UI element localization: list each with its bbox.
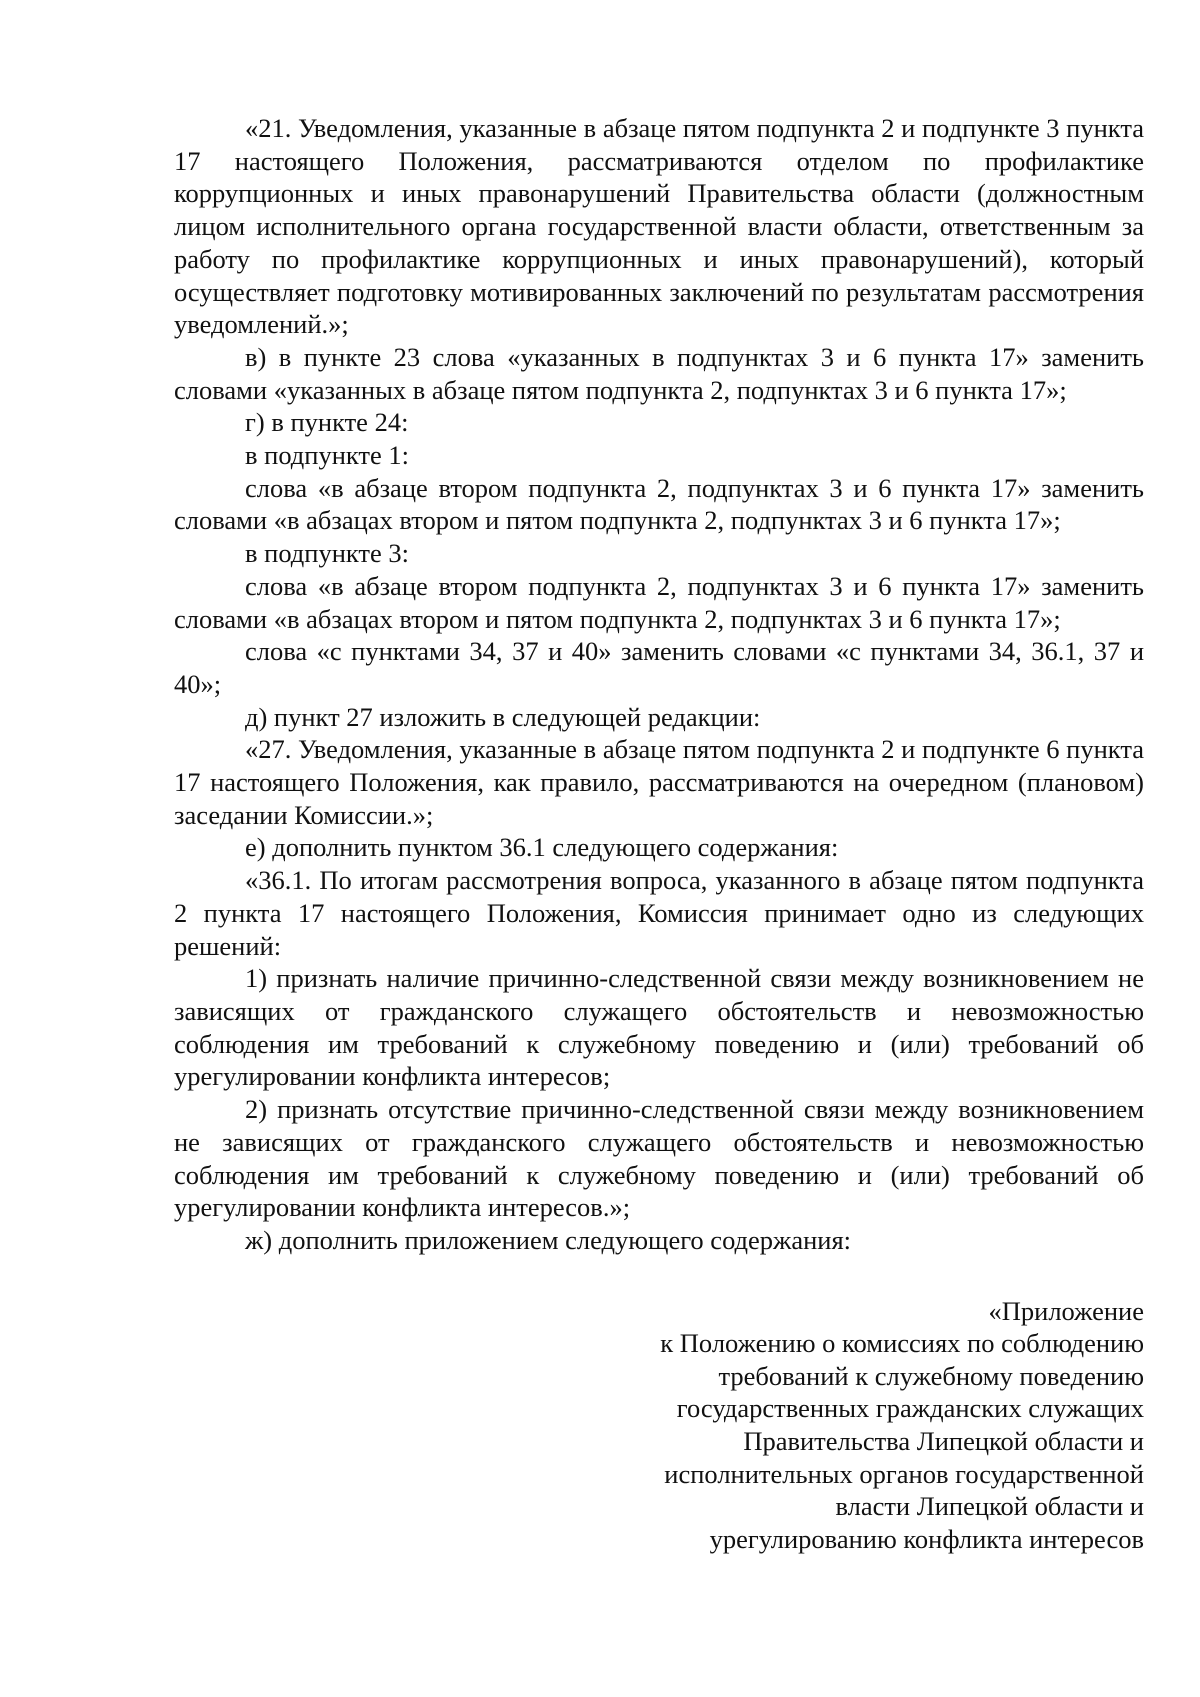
paragraph-words-1: слова «в абзаце втором подпункта 2, подпунктах 3 и 6 пункта 17» заменить словами «в абзацах втором и пятом подпункта 2, подпунктах 3 и 6 пункта 17»; — [174, 472, 1144, 536]
appendix-line: исполнительных органов государственной — [664, 1458, 1144, 1489]
appendix-line: требований к служебному поведению — [718, 1360, 1144, 1391]
appendix-line: урегулированию конфликта интересов — [709, 1523, 1144, 1554]
appendix-line: «Приложение — [988, 1295, 1144, 1326]
paragraph-subpoint-3: в подпункте 3: — [245, 538, 410, 569]
appendix-line: государственных гражданских служащих — [676, 1393, 1144, 1424]
paragraph-d: д) пункт 27 изложить в следующей редакции: — [245, 701, 761, 732]
paragraph-words-3: слова «с пунктами 34, 37 и 40» заменить словами «с пунктами 34, 36.1, 37 и 40»; — [174, 636, 1144, 699]
paragraph-zh: ж) дополнить приложением следующего содержания: — [245, 1224, 852, 1255]
paragraph-v: в) в пункте 23 слова «указанных в подпунктах 3 и 6 пункта 17» заменить словами «указанных в абзаце пятом подпункта 2, подпунктах 3 и 6 пункта 17»; — [174, 341, 1144, 405]
appendix-heading — [174, 1295, 1144, 1556]
appendix-line: власти Липецкой области и — [835, 1491, 1144, 1522]
paragraph-27: «27. Уведомления, указанные в абзаце пятом подпункта 2 и подпункте 6 пункта 17 настоящего Положения, как правило, рассматриваются на очередном (плановом) заседании Комиссии.»; — [174, 734, 1144, 830]
appendix-line: к Положению о комиссиях по соблюдению — [660, 1328, 1144, 1359]
paragraph-g: г) в пункте 24: — [245, 407, 409, 438]
paragraph-decision-2: 2) признать отсутствие причинно-следственной связи между возникновением не зависящих от гражданского служащего обстоятельств и невозможностью соблюдения им требований к служебному поведению и (или) требований об урегулировании конфликта интересов.»; — [174, 1094, 1144, 1223]
paragraph-21: «21. Уведомления, указанные в абзаце пятом подпункта 2 и подпункте 3 пункта 17 настоящего Положения, рассматриваются отделом по профилактике коррупционных и иных правонарушений Правительства области (должностным лицом исполнительного органа государственной власти области, ответственным за работу по профилактике коррупционных и иных правонарушений), который осуществляет подготовку мотивированных заключений по результатам рассмотрения уведомлений.»; — [174, 113, 1144, 340]
paragraph-subpoint-1: в подпункте 1: — [245, 440, 410, 471]
appendix-line: Правительства Липецкой области и — [743, 1425, 1144, 1456]
paragraph-decision-1: 1) признать наличие причинно-следственной связи между возникновением не зависящих от гражданского служащего обстоятельств и невозможностью соблюдения им требований к служебному поведению и (или) требований об урегулировании конфликта интересов; — [174, 963, 1144, 1092]
paragraph-36-1: «36.1. По итогам рассмотрения вопроса, указанного в абзаце пятом подпункта 2 пункта 17 настоящего Положения, Комиссия принимает одно из следующих решений: — [174, 865, 1144, 961]
paragraph-words-2: слова «в абзаце втором подпункта 2, подпунктах 3 и 6 пункта 17» заменить словами «в абзацах втором и пятом подпункта 2, подпунктах 3 и 6 пункта 17»; — [174, 570, 1144, 634]
document-page — [174, 112, 1144, 1555]
paragraph-e: е) дополнить пунктом 36.1 следующего содержания: — [245, 832, 839, 863]
